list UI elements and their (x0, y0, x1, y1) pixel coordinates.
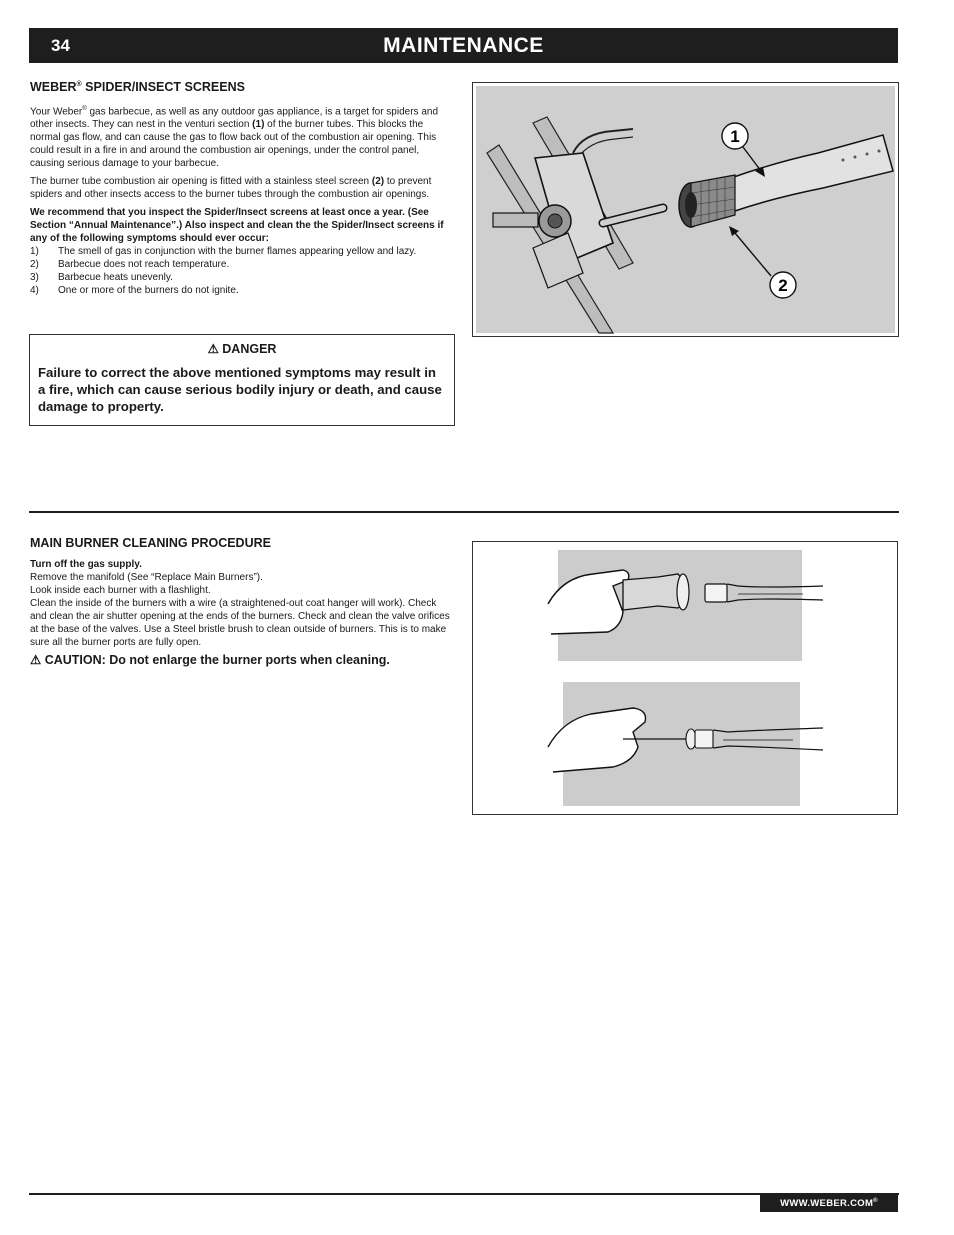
step-clean-inside: Clean the inside of the burners with a wire (a straightened-out coat hanger will work). Check and clean the air shutter opening at the ends of the burners. Check and clean the valve orifices at the base of the valves. Use a Steel bristle brush to clean outside of burners. This is to make sure all the burner ports are fully open. (30, 598, 450, 648)
spider-screen-figure (472, 82, 899, 337)
step-turn-off-gas: Turn off the gas supply. (30, 559, 142, 570)
footer-url: WWW.WEBER.COM® (780, 1198, 878, 1210)
danger-heading: ⚠ DANGER (207, 342, 277, 356)
burner-screen-illustration (473, 83, 898, 336)
symptom-list (30, 245, 454, 297)
danger-box (29, 334, 455, 426)
step-look-inside: Look inside each burner with a flashlight. (30, 585, 211, 596)
warning-icon: ⚠ (30, 653, 42, 667)
list-item: 2) Barbecue does not reach temperature. (30, 259, 230, 271)
recommendation-text: We recommend that you inspect the Spider/Insect screens at least once a year. (See Section “Annual Maintenance”.) Also inspect and clean the the Spider/Insect screens if any of the following symptoms should ever occur: (30, 207, 444, 245)
step-remove-manifold: Remove the manifold (See “Replace Main Burners”). (30, 572, 263, 583)
caution-note: ⚠ CAUTION: Do not enlarge the burner ports when cleaning. (30, 653, 390, 667)
burner-cleaning-body (30, 558, 454, 649)
section-divider (29, 511, 899, 513)
spider-screens-body (30, 103, 454, 297)
footer-url-bar (760, 1195, 898, 1212)
warning-icon: ⚠ (207, 342, 219, 356)
list-item: 3) Barbecue heats unevenly. (30, 272, 173, 284)
burner-cleaning-figure (472, 541, 898, 815)
list-item: 4) One or more of the burners do not ignite. (30, 285, 239, 297)
callout-1: 1 (730, 127, 740, 146)
danger-text: Failure to correct the above mentioned symptoms may result in a fire, which can cause serious bodily injury or death, and cause damage to property. (38, 365, 442, 414)
page-number: 34 (51, 36, 70, 55)
page-header (29, 28, 898, 63)
paragraph-spiders: Your Weber® gas barbecue, as well as any outdoor gas appliance, is a target for spiders and other insects. They can nest in the venturi section (1) of the burner tubes. This blocks the normal gas flow, and can cause the gas to flow back out of the combustion air opening. This could result in a fire in and around the combustion air openings, under the control panel, causing serious damage to your barbecue. (30, 106, 439, 170)
page-title: MAINTENANCE (383, 34, 544, 57)
callout-2: 2 (778, 276, 788, 295)
section-title-spider-screens: WEBER® SPIDER/INSECT SCREENS (30, 80, 245, 94)
paragraph-screen: The burner tube combustion air opening is fitted with a stainless steel screen (2) to prevent spiders and other insects access to the burner tubes through the combustion air openings. (30, 176, 432, 201)
list-item: 1) The smell of gas in conjunction with the burner flames appearing yellow and lazy. (30, 246, 417, 258)
cleaning-illustration (473, 542, 897, 814)
section-title-burner-cleaning: MAIN BURNER CLEANING PROCEDURE (30, 536, 271, 550)
